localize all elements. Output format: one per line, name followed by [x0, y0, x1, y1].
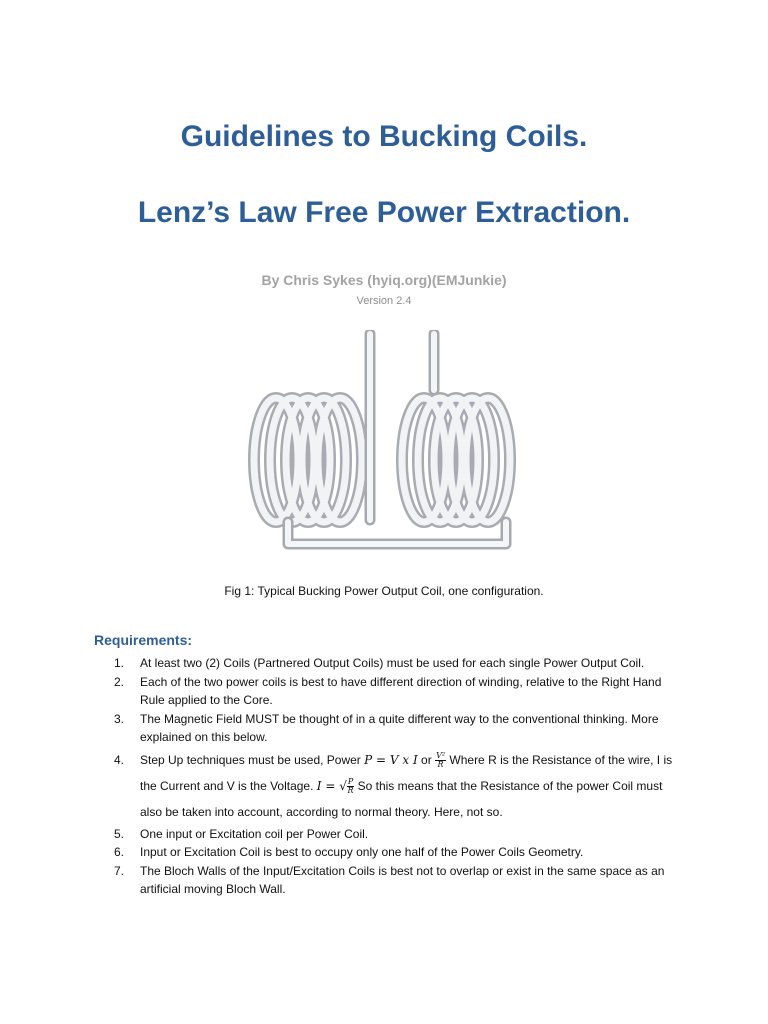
fraction-v-squared-over-r: $\frac{\text{V²}}{R}$ [436, 750, 446, 769]
power-formula: P = V x I [364, 752, 418, 767]
list-item: 5. One input or Excitation coil per Power Coil. [114, 826, 369, 841]
list-item: 7. The Bloch Walls of the Input/Excitation Coils is best not to overlap or exist in the same space as an artificial moving Bloch Wall. [114, 863, 665, 896]
right-coil [402, 398, 510, 522]
bucking-coil-figure [244, 330, 524, 566]
requirements-heading: Requirements: [94, 632, 193, 648]
list-item: 4. Step Up techniques must be used, Power P = V x I or $\frac{\text{V²}}{R}$ Where R is the Resistance of the wire, I is the Current and V is the Voltage. I = √ $\frac{P}{R}$ So this means that the Resistance of the power Coil must also be taken into account, according to normal theory. Here, not so. [114, 750, 673, 819]
fraction-p-over-r: $\frac{P}{R}$ [347, 776, 354, 795]
byline: By Chris Sykes (hyiq.org)(EMJunkie) [261, 272, 507, 288]
version-label: Version 2.4 [356, 295, 412, 307]
figure-caption: Fig 1: Typical Bucking Power Output Coil, one configuration. [224, 584, 544, 598]
left-coil [254, 398, 362, 522]
list-item: 6. Input or Excitation Coil is best to occupy only one half of the Power Coils Geometry. [114, 845, 584, 859]
list-item: 1. At least two (2) Coils (Partnered Output Coils) must be used for each single Power Output Coil. [114, 656, 645, 670]
title-line-1: Guidelines to Bucking Coils. [180, 120, 588, 153]
requirements-list [114, 654, 674, 899]
list-item: 3. The Magnetic Field MUST be thought of in a quite different way to the conventional thinking. More explained on this below. [114, 711, 659, 744]
list-item: 2. Each of the two power coils is best to have different direction of winding, relative to the Right Hand Rule applied to the Core. [114, 674, 662, 707]
title-line-2: Lenz’s Law Free Power Extraction. [137, 196, 631, 229]
current-formula: I = √ [316, 778, 347, 793]
